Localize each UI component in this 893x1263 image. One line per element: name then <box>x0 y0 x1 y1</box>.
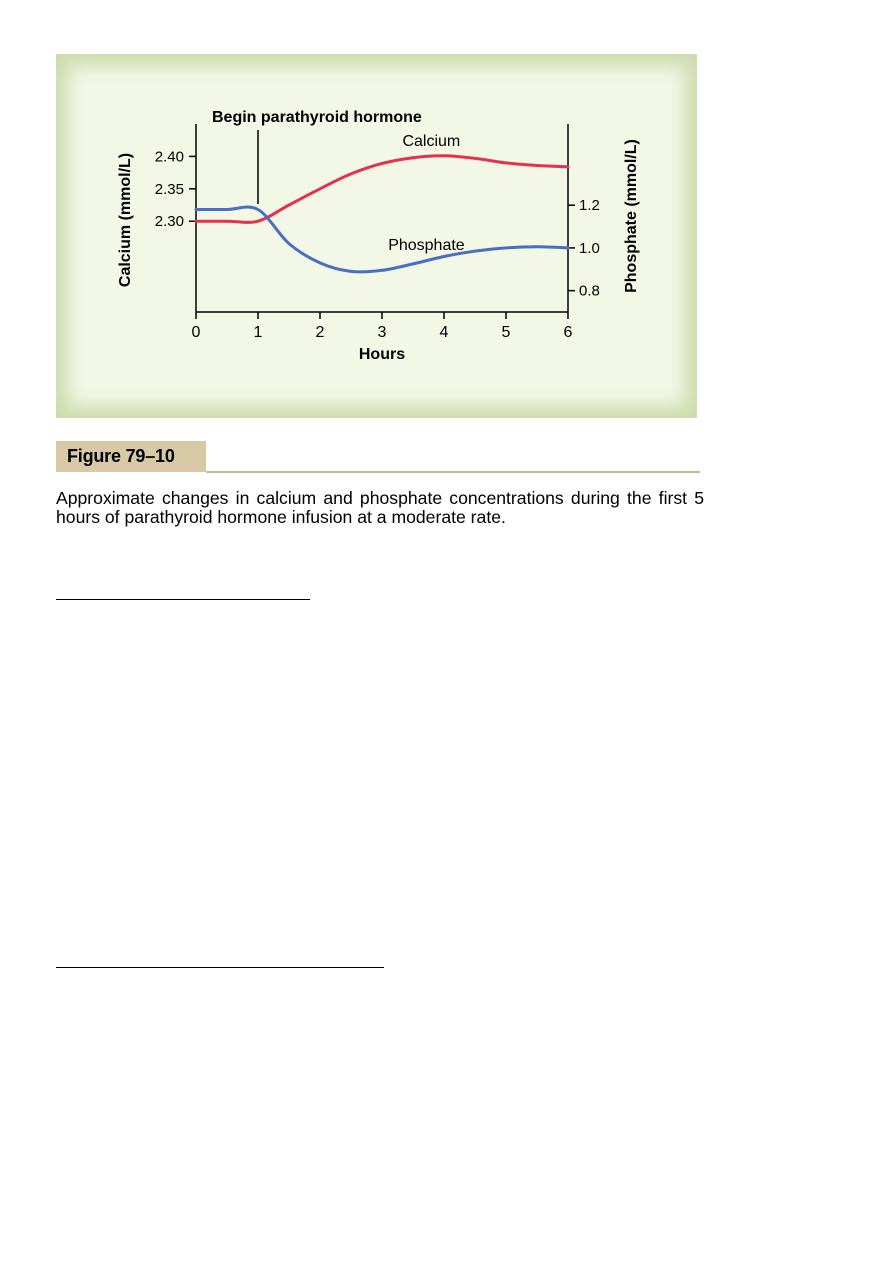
x-tick-label: 0 <box>191 324 201 341</box>
figure-label: Figure 79–10 <box>56 441 206 472</box>
y-right-axis-title: Phosphate (mmol/L) <box>623 139 640 293</box>
y-left-axis-title: Calcium (mmol/L) <box>117 152 134 288</box>
series-line-calcium <box>196 156 568 223</box>
y-left-tick-label: 2.35 <box>154 180 184 198</box>
x-tick-label: 2 <box>315 324 325 341</box>
figure-panel <box>56 54 697 418</box>
x-axis-title: Hours <box>358 346 406 363</box>
y-right-tick-label: 1.0 <box>579 239 600 257</box>
x-tick-label: 3 <box>377 324 387 341</box>
series-line-phosphate <box>196 207 568 272</box>
divider-line <box>56 599 310 600</box>
figure-label-bar <box>56 441 700 475</box>
x-tick-label: 5 <box>501 324 511 341</box>
annotation-label: Begin parathyroid hormone <box>212 109 422 126</box>
x-tick-label: 6 <box>563 324 573 341</box>
figure-label-rule <box>206 471 700 473</box>
y-right-tick-label: 0.8 <box>579 282 600 300</box>
series-label-phosphate: Phosphate <box>388 237 465 254</box>
divider-line <box>56 967 384 968</box>
y-left-tick-label: 2.30 <box>154 213 184 231</box>
chart <box>56 54 697 418</box>
y-left-tick-label: 2.40 <box>154 148 184 166</box>
y-right-tick-label: 1.2 <box>579 197 600 215</box>
x-tick-label: 4 <box>439 324 449 341</box>
series-label-calcium: Calcium <box>402 133 461 150</box>
figure-caption: Approximate changes in calcium and phosphate concentrations during the first 5 hours of parathyroid hormone infusion at a moderate rate. <box>56 488 704 527</box>
x-tick-label: 1 <box>253 324 263 341</box>
